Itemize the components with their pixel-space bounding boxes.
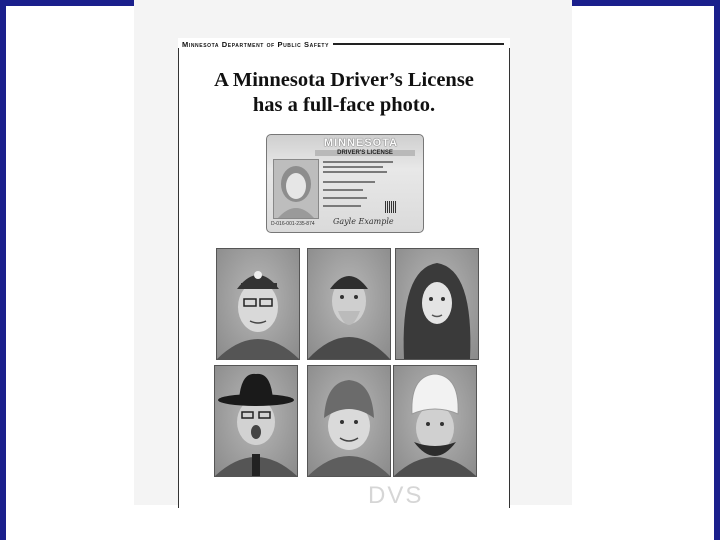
license-signature: Gayle Example	[333, 217, 394, 226]
license-number: D-016-001-235-874	[271, 221, 315, 227]
photo-cap	[216, 248, 300, 360]
person-bandana-icon	[308, 249, 390, 359]
license-text-line	[323, 205, 361, 207]
headline-line-2: has a full-face photo.	[252, 94, 436, 116]
scan-artifact-text: DVS	[368, 482, 424, 509]
person-cap-icon	[217, 249, 299, 359]
license-text-line	[323, 189, 363, 191]
photo-turban	[393, 365, 477, 477]
license-text-line	[323, 161, 393, 163]
photo-cowboy-hat	[214, 365, 298, 477]
license-barcode-icon	[385, 201, 397, 213]
license-photo	[273, 159, 319, 219]
department-name: Minnesota Department of Public Safety	[178, 40, 333, 49]
document-page	[178, 38, 510, 508]
person-cowboy-hat-icon	[215, 366, 297, 476]
photo-headscarf	[307, 365, 391, 477]
license-text-line	[323, 181, 375, 183]
license-portrait-icon	[274, 160, 318, 218]
license-state: MINNESOTA	[323, 137, 399, 149]
photo-bandana	[307, 248, 391, 360]
license-text-line	[323, 166, 383, 168]
license-type: DRIVER'S LICENSE	[315, 150, 415, 156]
person-turban-icon	[394, 366, 476, 476]
license-text-line	[323, 171, 387, 173]
header-rule	[333, 43, 504, 45]
document-headline	[178, 68, 510, 118]
person-headscarf-icon	[308, 366, 390, 476]
drivers-license-card	[266, 134, 424, 233]
headline-line-1: A Minnesota Driver’s License	[214, 69, 474, 91]
person-hijab-icon	[396, 249, 478, 359]
license-text-line	[323, 197, 367, 199]
photo-hijab	[395, 248, 479, 360]
